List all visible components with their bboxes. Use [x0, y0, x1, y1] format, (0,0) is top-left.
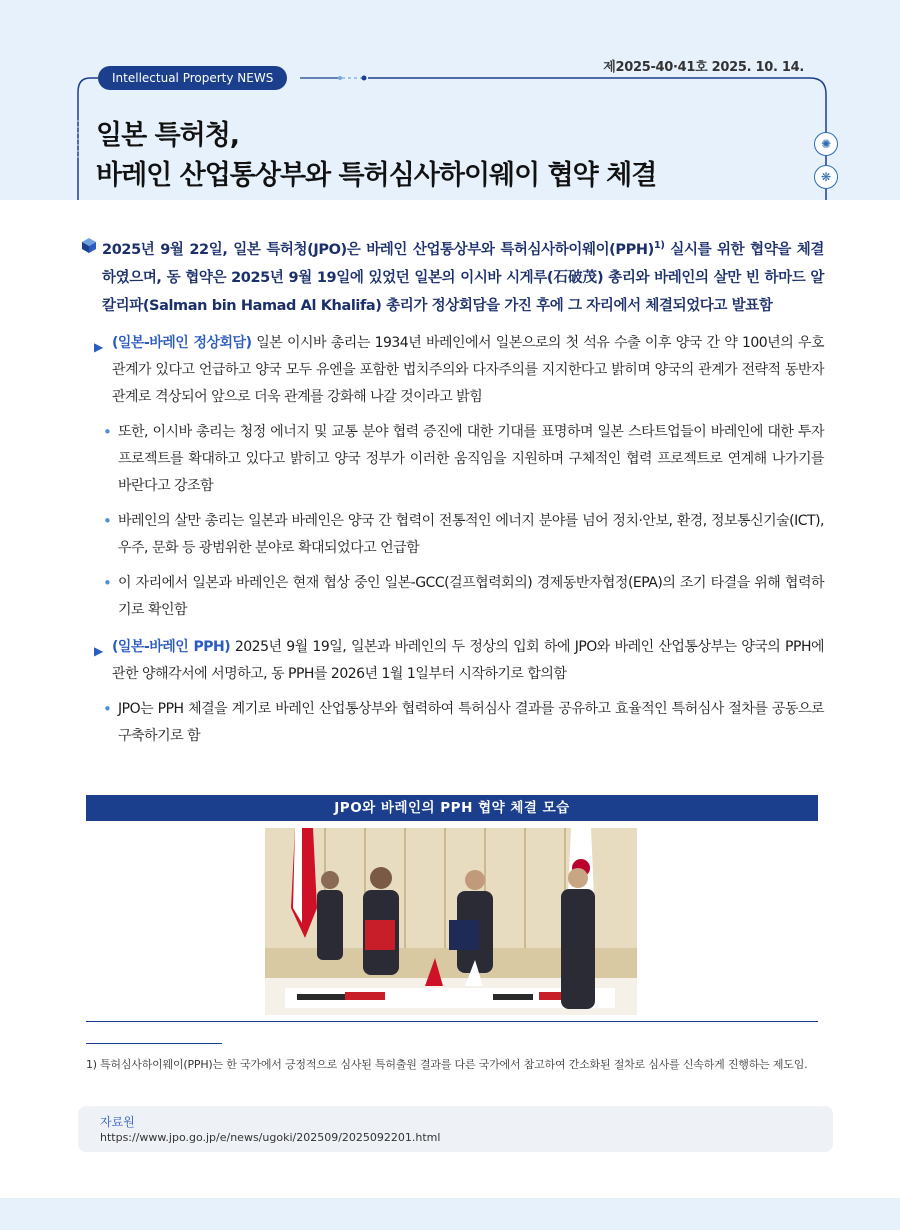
dot-bullet-icon: •: [103, 699, 112, 718]
network-icon: ❋: [814, 165, 838, 189]
globe-icon: ✺: [814, 132, 838, 156]
bullet-text: 바레인의 살만 총리는 일본과 바레인은 양국 간 협력이 전통적인 에너지 분야를 넘어 정치·안보, 환경, 정보통신기술(ICT), 우주, 문화 등 광범위한 분야로 확대되었다고 언급함: [118, 512, 824, 556]
title-line-2: 바레인 산업통상부와 특허심사하이웨이 협약 체결: [96, 160, 657, 191]
footnote-mark[interactable]: 1): [653, 240, 665, 251]
section-heading: (일본-바레인 PPH): [112, 638, 231, 655]
issue-number: 제2025-40·41호 2025. 10. 14.: [603, 60, 804, 75]
newsletter-label: Intellectual Property NEWS: [98, 66, 287, 90]
list-item: [82, 696, 824, 750]
bullet-text: JPO는 PPH 체결을 계기로 바레인 산업통상부와 협력하여 특허심사 결과를 공유하고 효율적인 특허심사 절차를 공동으로 구축하기로 함: [118, 700, 824, 744]
footnote: [86, 1056, 826, 1073]
source-box: [78, 1106, 833, 1152]
triangle-bullet-icon: ▶: [94, 339, 103, 354]
article-body: [82, 232, 824, 750]
cube-icon: [82, 238, 96, 253]
footnote-divider: [86, 1043, 222, 1044]
source-link[interactable]: https://www.jpo.go.jp/e/news/ugoki/202509/2025092201.html: [100, 1131, 441, 1144]
footnote-number: 1): [86, 1058, 97, 1071]
dot-bullet-icon: •: [103, 422, 112, 441]
lead-text-b: 실시를 위한 협약을 체결하였으며, 동 협약은 2025년 9월 19일에 있었던 일본의 이시바 시게루(石破茂) 총리와 바레인의 살만 빈 하마드 알 칼리파(Salman bin Hamad Al Khalifa) 총리가 정상회담을 가진 후에 그 자리에서 체결되었다고 발표함: [102, 241, 824, 314]
lead-paragraph: [82, 232, 824, 320]
bullet-text: 또한, 이시바 총리는 청정 에너지 및 교통 분야 협력 증진에 대한 기대를 표명하며 일본 스타트업들이 바레인에 대한 투자 프로젝트를 확대하고 있다고 밝히고 양국 정부가 이러한 움직임을 지원하며 구체적인 협력 프로젝트로 연계해 나가기를 바란다고 강조함: [118, 423, 824, 494]
footnote-text: 특허심사하이웨이(PPH)는 한 국가에서 긍정적으로 심사된 특허출원 결과를 다른 국가에서 참고하여 간소화된 절차로 심사를 신속하게 진행하는 제도임.: [100, 1058, 808, 1071]
section-heading: (일본-바레인 정상회담): [112, 334, 252, 351]
footer-band: [0, 1198, 900, 1230]
lead-text-a: 2025년 9월 22일, 일본 특허청(JPO)은 바레인 산업통상부와 특허심사하이웨이(PPH): [102, 241, 654, 258]
list-item: [82, 570, 824, 624]
section-summit: [82, 330, 824, 411]
figure-divider: [86, 1021, 818, 1022]
dot-bullet-icon: •: [103, 573, 112, 592]
list-item: [82, 508, 824, 562]
section-text: 2025년 9월 19일, 일본과 바레인의 두 정상의 입회 하에 JPO와 바레인 산업통상부는 양국의 PPH에 관한 양해각서에 서명하고, 동 PPH를 2026년 1월 1일부터 시작하기로 합의함: [112, 638, 824, 682]
signing-ceremony-photo: [265, 828, 637, 1015]
section-text: 일본 이시바 총리는 1934년 바레인에서 일본으로의 첫 석유 수출 이후 양국 간 약 100년의 우호 관계가 있다고 언급하고 양국 모두 유엔을 포함한 법치주의와 다자주의를 지지한다고 밝히며 양국의 관계가 전략적 동반자 관계로 격상되어 앞으로 더욱 관계를 강화해 나갈 것이라고 밝힘: [112, 334, 825, 405]
source-title: 자료원: [100, 1115, 135, 1129]
dot-bullet-icon: •: [103, 511, 112, 530]
title-line-1: 일본 특허청,: [96, 120, 240, 151]
figure-caption: JPO와 바레인의 PPH 협약 체결 모습: [86, 795, 818, 821]
triangle-bullet-icon: ▶: [94, 643, 103, 658]
page-title: [96, 116, 656, 196]
list-item: [82, 419, 824, 500]
section-pph: [82, 634, 824, 688]
bullet-text: 이 자리에서 일본과 바레인은 현재 협상 중인 일본-GCC(걸프협력회의) 경제동반자협정(EPA)의 조기 타결을 위해 협력하기로 확인함: [118, 574, 824, 618]
